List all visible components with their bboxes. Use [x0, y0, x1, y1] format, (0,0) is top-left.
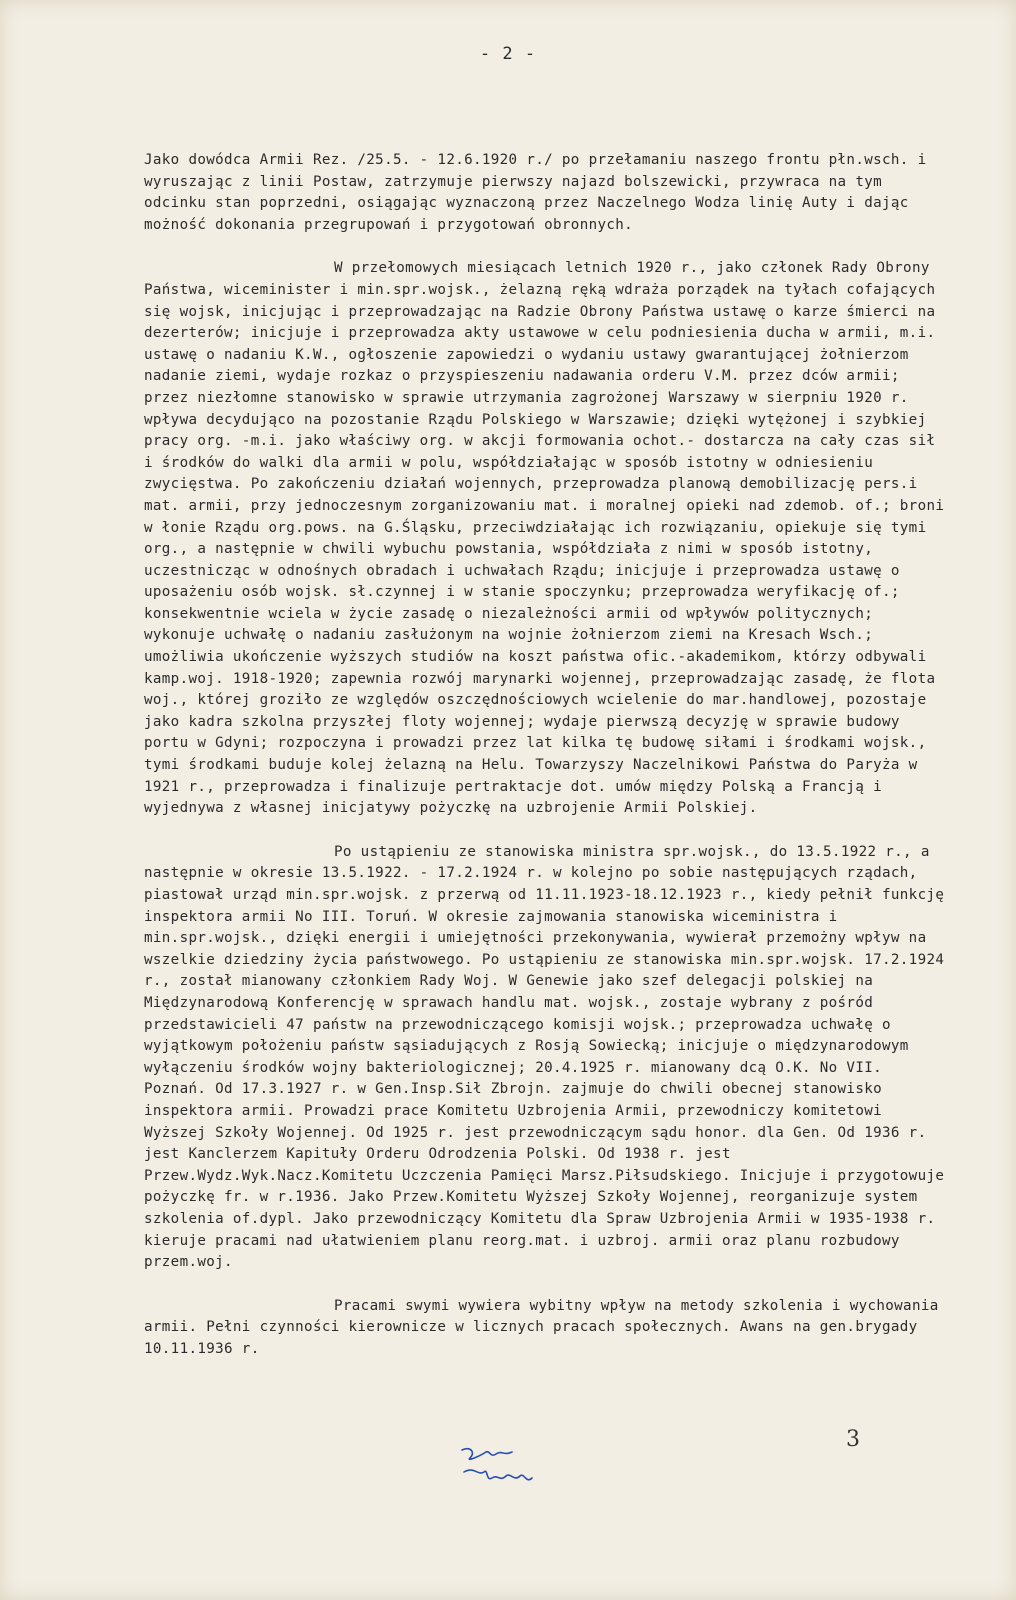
paragraph-4: Pracami swymi wywiera wybitny wpływ na metody szkolenia i wychowania armii. Pełni czynności kierownicze w licznych pracach społecznych. Awans na gen.brygady 10.11.1936 r.	[144, 1297, 939, 1357]
paragraph-2: W przełomowych miesiącach letnich 1920 r., jako członek Rady Obrony Państwa, wiceminister i min.spr.wojsk., żelazną ręką wdraża porządek na tyłach cofających się wojsk, inicjując i przeprowadzając na Radzie Obrony Państwa ustawę o karze śmierci na dezerterów; inicjuje i przeprowadza akty ustawowe w celu podniesienia ducha w armii, m.i. ustawę o nadaniu K.W., ogłoszenie zapowiedzi o wydaniu ustawy gwarantującej żołnierzom nadanie ziemi, wydaje rozkaz o przyspieszeniu nadawania orderu V.M. przez dców armii; przez niezłomne stanowisko w sprawie utrzymania zagrożonej Warszawy w sierpniu 1920 r. wpływa decydująco na pozostanie Rządu Polskiego w Warszawie; dzięki wytężonej i szybkiej pracy org. -m.i. jako właściwy org. w akcji formowania ochot.- dostarcza na cały czas sił i środków do walki dla armii w polu, współdziałając w sposób istotny w odniesieniu zwycięstwa. Po zakończeniu działań wojennych, przeprowadza planową demobilizację pers.i mat. armii, przy jednoczesnym zorganizowaniu mat. i moralnej opieki nad zdemob. of.; broni w łonie Rządu org.pows. na G.Śląsku, przeciwdziałając ich rozwiązaniu, opiekuje się tymi org., a następnie w chwili wybuchu powstania, współdziała z nimi w sposób istotny, uczestnicząc w odnośnych obradach i uchwałach Rządu; inicjuje i przeprowadza ustawę o uposażeniu osób wojsk. sł.czynnej i w stanie spoczynku; przeprowadza weryfikację of.; konsekwentnie wciela w życie zasadę o niezależności armii od wpływów politycznych; wykonuje uchwałę o nadaniu zasłużonym na wojnie żołnierzom ziemi na Kresach Wsch.; umożliwia ukończenie wyższych studiów na koszt państwa ofic.-akademikom, którzy odbywali kamp.woj. 1918-1920; zapewnia rozwój marynarki wojennej, przeprowadzając zasadę, że flota woj., której groziło ze względów oszczędnościowych wcielenie do mar.handlowej, pozostaje jako kadra szkolna przyszłej floty wojennej; wydaje pierwszą decyzję w sprawie budowy portu w Gdyni; rozpoczyna i prowadzi przez lat kilka tę budowę siłami i środkami wojsk., tymi środkami buduje kolej żelazną na Helu. Towarzyszy Naczelnikowi Państwa do Paryża w 1921 r., przeprowadza i finalizuje pertraktacje dot. umów między Polską a Francją i wyjednywa z własnej inicjatywy pożyczkę na uzbrojenie Armii Polskiej.	[144, 260, 945, 817]
paragraph-3: Po ustąpieniu ze stanowiska ministra spr.wojsk., do 13.5.1922 r., a następnie w okresie 13.5.1922. - 17.2.1924 r. w kolejno po sobie następujących rządach, piastował urząd min.spr.wojsk. z przerwą od 11.11.1923-18.12.1923 r., kiedy pełnił funkcję inspektora armii No III. Toruń. W okresie zajmowania stanowiska wiceministra i min.spr.wojsk., dzięki energii i umiejętności przekonywania, wywierał przemożny wpływ na wszelkie dziedziny życia państwowego. Po ustąpieniu ze stanowiska min.spr.wojsk. 17.2.1924 r., został mianowany członkiem Rady Woj. W Genewie jako szef delegacji polskiej na Międzynarodową Konferencję w sprawach handlu mat. wojsk., zostaje wybrany z pośród przedstawicieli 47 państw na przewodniczącego komisji wojsk.; przeprowadza uchwałę o wyjątkowym położeniu państw sąsiadujących z Rosją Sowiecką; inicjuje o międzynarodowym wyłączeniu środków wojny bakteriologicznej; 20.4.1925 r. mianowany dcą O.K. No VII. Poznań. Od 17.3.1927 r. w Gen.Insp.Sił Zbrojn. zajmuje do chwili obecnej stanowisko inspektora armii. Prowadzi prace Komitetu Uzbrojenia Armii, przewodniczy komitetowi Wyższej Szkoły Wojennej. Od 1925 r. jest przewodniczącym sądu honor. dla Gen. Od 1936 r. jest Kanclerzem Kapituły Orderu Odrodzenia Polski. Od 1938 r. jest Przew.Wydz.Wyk.Nacz.Komitetu Uczczenia Pamięci Marsz.Piłsudskiego. Inicjuje i przygotowuje pożyczkę fr. w r.1936. Jako Przew.Komitetu Wyższej Szkoły Wojennej, reorganizuje system szkolenia of.dypl. Jako przewodniczący Komitetu dla Spraw Uzbrojenia Armii w 1935-1938 r. kieruje pracami nad ułatwieniem planu reorg.mat. i uzbroj. armii oraz planu rozbudowy przem.woj.	[144, 843, 945, 1271]
page-number: - 2 -	[479, 44, 537, 64]
handwritten-page-mark: 3	[846, 1427, 860, 1452]
typed-body	[144, 150, 950, 1360]
paragraph-1: Jako dowódca Armii Rez. /25.5. - 12.6.1920 r./ po przełamaniu naszego frontu płn.wsch. i wyruszając z linii Postaw, zatrzymuje pierwszy najazd bolszewicki, przywraca na tym odcinku stan poprzedni, osiągając wyznaczoną przez Naczelnego Wodza linię Auty i dając możność dokonania przegrupowań i przygotowań obronnych.	[144, 152, 927, 233]
handwritten-signature	[456, 1442, 546, 1492]
